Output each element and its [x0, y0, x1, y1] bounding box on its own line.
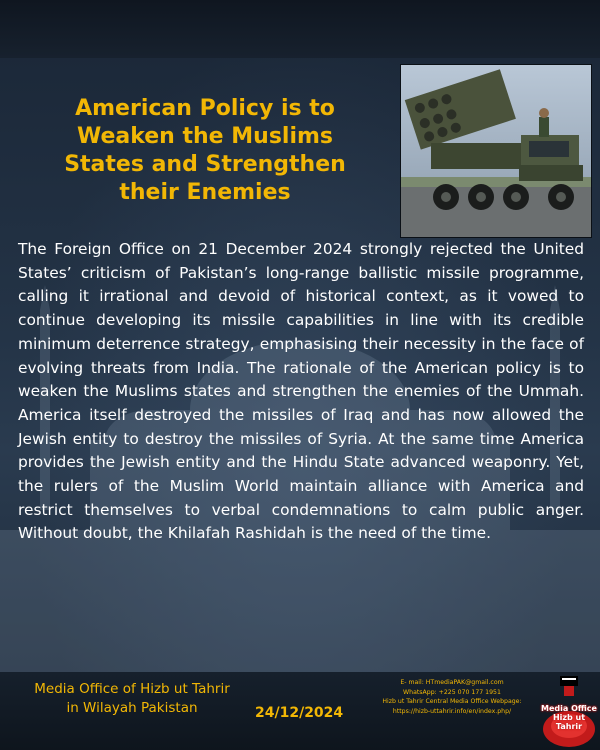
footer	[0, 672, 600, 750]
headline: American Policy is to Weaken the Muslims States and Strengthen their Enemies	[64, 96, 346, 205]
email-line: E- mail: HTmediaPAK@gmail.com	[400, 679, 504, 686]
media-office-logo	[540, 674, 598, 748]
article-body: The Foreign Office on 21 December 2024 strongly rejected the United States’ criticism of Pakistan’s long-range ballistic missile programme, calling it irrational and devoid of historical context, as it vowed to continue developing its missile capabilities in line with its credible minimum deterrence strategy, emphasising their necessity in the face of evolving threats from India. The rationale of the American policy is to weaken the Muslims states and strengthen the enemies of the Ummah. America itself destroyed the missiles of Iraq and has now allowed the Jewish entity to destroy the missiles of Syria. At the same time America provides the Jewish entity and the Hindu State advanced weaponry. Yet, the rulers of the Muslim World maintain alliance with America and restrict themselves to verbal condemnations to calm public anger. Without doubt, the Khilafah Rashidah is the need of the time.	[18, 240, 584, 543]
missile-launcher-truck-photo	[400, 64, 592, 238]
webpage-label: Hizb ut Tahrir Central Media Office Webpage:	[382, 698, 522, 705]
org-line-1: Media Office of Hizb ut Tahrir	[34, 681, 230, 697]
publish-date: 24/12/2024	[255, 705, 344, 721]
logo-text: Media Office Hizb ut Tahrir	[541, 704, 597, 731]
contact-info	[372, 678, 532, 716]
org-line-2: in Wilayah Pakistan	[66, 700, 198, 716]
whatsapp-line: WhatsApp: +225 070 177 1951	[403, 688, 501, 696]
media-office-name	[12, 680, 252, 718]
webpage-url: https://hizb-uttahrir.info/en/index.php/	[392, 707, 512, 715]
top-band	[0, 0, 600, 58]
